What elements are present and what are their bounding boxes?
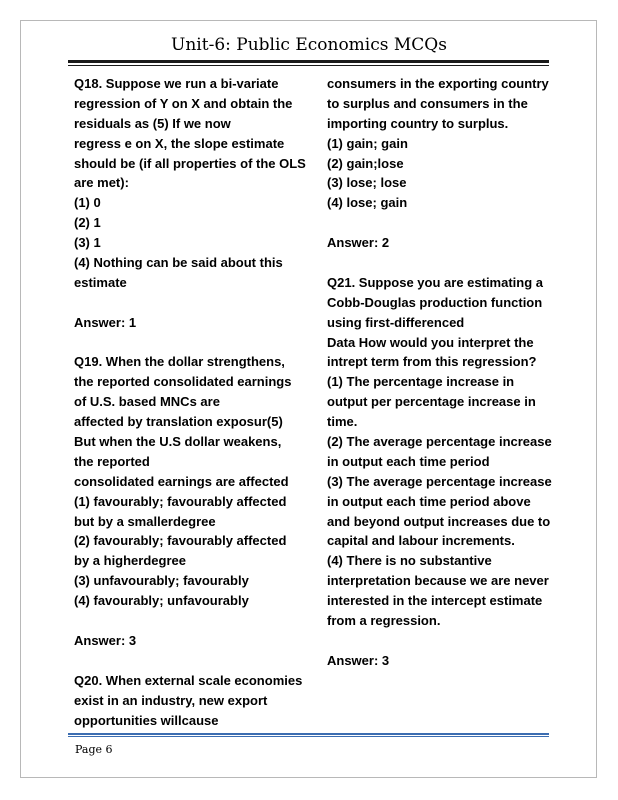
text-line: Q20. When external scale economies: [74, 672, 303, 688]
left-column: [74, 74, 309, 730]
text-line: in output each time period: [327, 453, 490, 469]
text-line: of U.S. based MNCs are: [74, 394, 220, 410]
text-line: by a higherdegree: [74, 553, 186, 569]
blank-line: [74, 611, 309, 631]
text-line: Answer: 1: [74, 314, 137, 330]
text-line: (4) favourably; unfavourably: [74, 593, 249, 609]
footer-rule: [68, 733, 549, 737]
blank-line: [74, 333, 309, 353]
text-line: the reported: [74, 453, 150, 469]
text-line: but by a smallerdegree: [74, 513, 216, 529]
text-line: regress e on X, the slope estimate: [74, 135, 285, 151]
text-line: in output each time period above: [327, 493, 531, 509]
text-line: from a regression.: [327, 613, 441, 629]
text-line: Q19. When the dollar strengthens,: [74, 354, 285, 370]
text-line: to surplus and consumers in the: [327, 95, 528, 111]
text-line: (3) lose; lose: [327, 175, 407, 191]
text-line: consolidated earnings are affected: [74, 473, 289, 489]
text-line: (1) favourably; favourably affected: [74, 493, 287, 509]
text-line: (1) 0: [74, 195, 101, 211]
text-line: Cobb-Douglas production function: [327, 294, 543, 310]
text-line: consumers in the exporting country: [327, 76, 549, 91]
blank-line: [327, 213, 557, 233]
text-line: (4) There is no substantive: [327, 553, 492, 569]
text-line: Q18. Suppose we run a bi-variate: [74, 76, 279, 91]
text-line: estimate: [74, 274, 127, 290]
text-line: interpretation because we are never: [327, 573, 549, 589]
text-line: output per percentage increase in: [327, 394, 536, 410]
text-line: opportunities willcause: [74, 712, 219, 728]
text-line: using first-differenced: [327, 314, 465, 330]
text-line: (1) gain; gain: [327, 135, 408, 151]
page-header-title: Unit-6: Public Economics MCQs: [171, 35, 447, 55]
text-line: time.: [327, 414, 358, 430]
text-line: intrept term from this regression?: [327, 354, 537, 370]
text-line: (3) 1: [74, 235, 101, 251]
right-column: [327, 74, 557, 671]
text-line: should be (if all properties of the OLS: [74, 155, 306, 171]
text-line: Data How would you interpret the: [327, 334, 534, 350]
text-line: the reported consolidated earnings: [74, 374, 292, 390]
text-line: Answer: 2: [327, 235, 390, 251]
text-line: capital and labour increments.: [327, 533, 515, 549]
text-line: interested in the intercept estimate: [327, 593, 543, 609]
blank-line: [327, 631, 557, 651]
text-line: (1) The percentage increase in: [327, 374, 515, 390]
text-line: exist in an industry, new export: [74, 692, 268, 708]
header-rule: [68, 60, 549, 66]
text-line: Answer: 3: [327, 652, 390, 668]
text-line: residuals as (5) If we now: [74, 115, 231, 131]
text-line: (4) Nothing can be said about this: [74, 255, 283, 271]
text-line: regression of Y on X and obtain the: [74, 95, 293, 111]
text-line: (3) The average percentage increase: [327, 473, 552, 489]
text-line: (2) favourably; favourably affected: [74, 533, 287, 549]
text-line: importing country to surplus.: [327, 115, 509, 131]
text-line: are met):: [74, 175, 129, 191]
text-line: (2) gain;lose: [327, 155, 404, 171]
text-line: (2) The average percentage increase: [327, 434, 552, 450]
text-line: (2) 1: [74, 215, 101, 231]
text-line: Answer: 3: [74, 632, 137, 648]
blank-line: [327, 253, 557, 273]
text-line: (3) unfavourably; favourably: [74, 573, 249, 589]
text-line: Q21. Suppose you are estimating a: [327, 274, 544, 290]
text-line: (4) lose; gain: [327, 195, 408, 211]
text-line: affected by translation exposur(5): [74, 414, 283, 430]
text-line: and beyond output increases due to: [327, 513, 551, 529]
page-number: Page 6: [75, 743, 113, 756]
blank-line: [74, 293, 309, 313]
text-line: But when the U.S dollar weakens,: [74, 434, 282, 450]
blank-line: [74, 651, 309, 671]
